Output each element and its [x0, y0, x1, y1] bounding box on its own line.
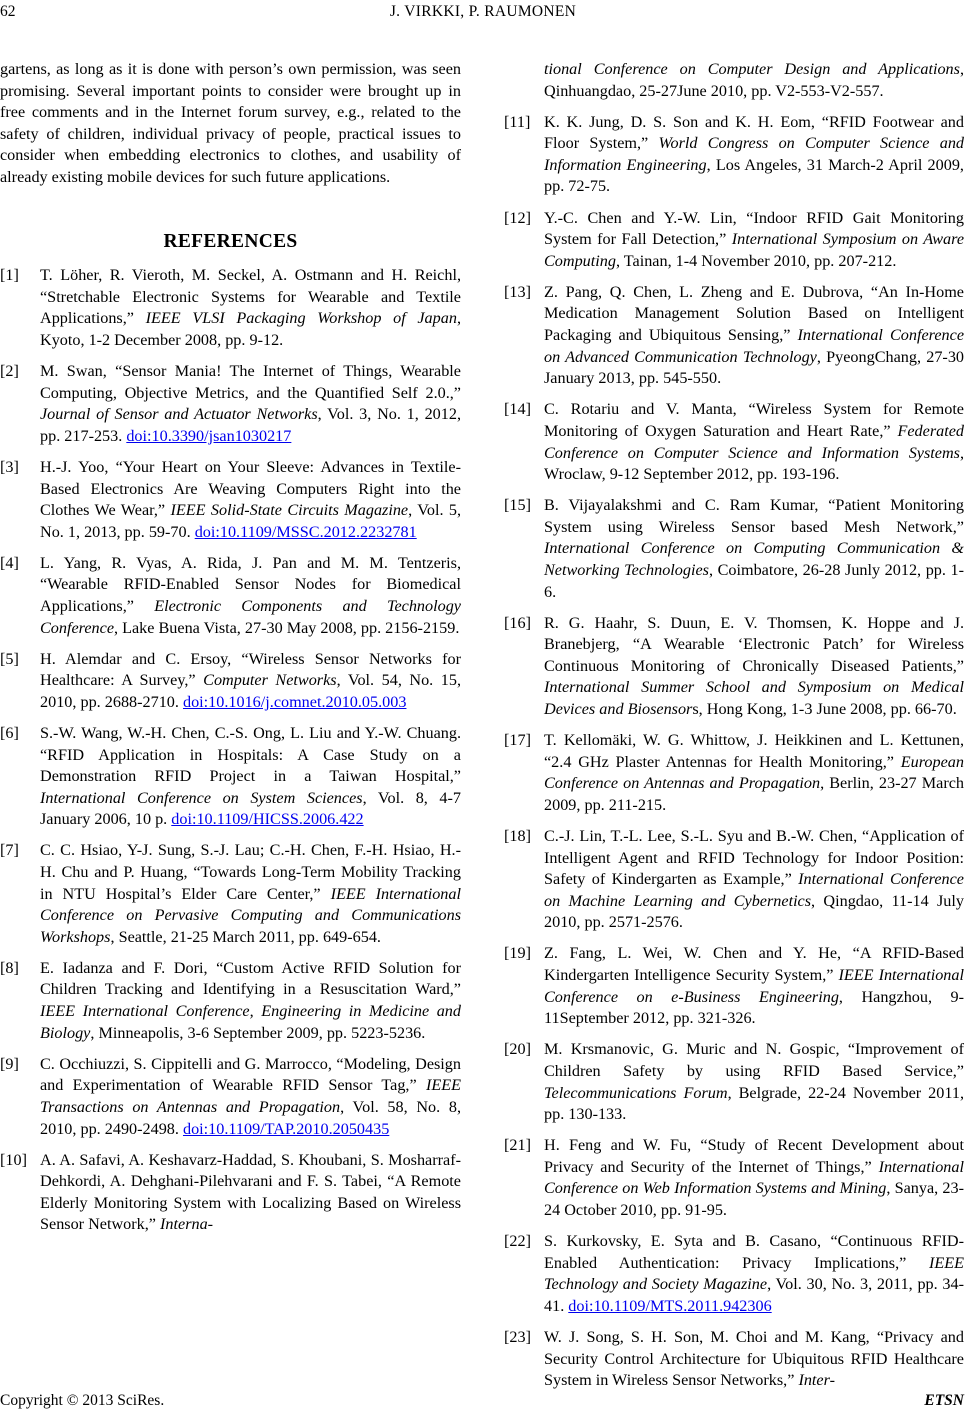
doi-link[interactable]: doi:10.1109/HICSS.2006.422 [171, 810, 364, 829]
reference-venue: International Conference on Computing Communication & Networking Technologies [544, 539, 964, 579]
reference-number: [1] [0, 266, 19, 285]
reference-venue: IEEE International Conference, Engineering in Medicine and Biology [40, 1002, 461, 1042]
footer-copyright: Copyright © 2013 SciRes. [0, 1392, 165, 1409]
reference-10-continuation: tional Conference on Computer Design and Applications, Qinhuangdao, 25-27June 2010, pp. V2-553-V2-557. [544, 60, 964, 100]
reference-item [504, 399, 964, 485]
reference-venue: International Symposium on Aware Computing [544, 230, 964, 270]
reference-venue: Telecommunications Forum [544, 1083, 728, 1102]
reference-venue: Electronic Components and Technology Conference [40, 596, 461, 637]
reference-venue: IEEE Technology and Society Magazine [544, 1253, 964, 1294]
reference-venue: Computer Networks [203, 671, 337, 690]
running-head: J. VIRKKI, P. RAUMONEN [389, 3, 577, 20]
reference-venue: Journal of Sensor and Actuator Networks [40, 405, 318, 424]
reference-item [504, 1135, 964, 1221]
reference-details: , Minneapolis, 3-6 September 2009, pp. 5223-5236. [90, 1023, 426, 1042]
reference-authors-title: R. G. Haahr, S. Duun, E. V. Thomsen, K. Hoppe and J. Branebjerg, “A Wearable ‘Electronic Patch’ for Wireless Continuous Monitoring of Chronically Diseased Patients,” [544, 613, 964, 675]
reference-item [0, 958, 461, 1044]
reference-item [0, 361, 461, 447]
reference-text [544, 943, 964, 1029]
right-column [504, 59, 964, 1401]
reference-details: , Vol. 5, No. 1, 2013, pp. 59-70. [40, 501, 462, 541]
references-list-right [504, 112, 964, 1392]
reference-item [0, 265, 461, 351]
reference-venue: Interna- [160, 1215, 214, 1234]
reference-text [544, 730, 964, 816]
reference-item [0, 457, 461, 543]
reference-item [0, 553, 461, 639]
reference-text [544, 826, 964, 934]
reference-text [40, 958, 461, 1044]
reference-venue: International Conference on Web Information Systems and Mining [544, 1157, 964, 1198]
reference-number: [13] [504, 282, 531, 301]
reference-authors-title: Z. Pang, Q. Chen, L. Zheng and E. Dubrova, “An In-Home Medication Management Solution Based on Intelligent Packaging and Ubiquitous Sensing,” [544, 282, 964, 345]
reference-details: , Wroclaw, 9-12 September 2012, pp. 193-196. [544, 443, 964, 484]
reference-item [0, 1054, 461, 1140]
reference-details: , Lake Buena Vista, 27-30 May 2008, pp. 2156-2159. [114, 618, 460, 637]
doi-link[interactable]: doi:10.3390/jsan1030217 [126, 426, 292, 445]
reference-text [40, 1054, 461, 1140]
reference-item [504, 826, 964, 934]
reference-authors-title: T. Löher, R. Vieroth, M. Seckel, A. Ostmann and H. Reichl, “Stretchable Electronic Systems for Wearable and Textile Applications,” [40, 266, 461, 328]
footer-journal: ETSN [924, 1392, 964, 1409]
reference-item [504, 1327, 964, 1392]
reference-details: , Sanya, 23-24 October 2010, pp. 91-95. [544, 1179, 965, 1219]
reference-text [544, 1135, 964, 1221]
page-number: 62 [0, 3, 16, 20]
reference-authors-title: H.-J. Yoo, “Your Heart on Your Sleeve: Advances in Textile-Based Electronics Are Weaving Computers Right into the Clothes We Wear,” [40, 457, 461, 520]
reference-number: [9] [0, 1054, 19, 1073]
reference-text [544, 1327, 964, 1392]
reference-text [40, 265, 461, 351]
reference-number: [5] [0, 649, 19, 668]
reference-number: [11] [504, 112, 531, 131]
reference-details: , Vol. 3, No. 1, 2012, pp. 217-253. [40, 405, 461, 445]
reference-item [504, 730, 964, 816]
reference-text [544, 1231, 964, 1317]
reference-details: , Coimbatore, 26-28 Junly 2012, pp. 1-6. [544, 560, 964, 601]
references-heading: REFERENCES [163, 230, 298, 252]
left-column [0, 59, 461, 1246]
reference-text [40, 457, 461, 543]
reference-authors-title: C. C. Hsiao, Y-J. Sung, S.-J. Lau; C.-H. Chen, F.-H. Hsiao, H.-H. Chu and P. Huang, “Towards Long-Term Mobility Tracking in NTU Hospital’s Elder Care Center,” [40, 841, 461, 903]
reference-number: [12] [504, 208, 531, 227]
reference-number: [21] [504, 1136, 531, 1155]
reference-authors-title: T. Kellomäki, W. G. Whittow, J. Heikkinen and L. Kettunen, “2.4 GHz Plaster Antennas for Health Monitoring,” [544, 731, 964, 771]
reference-number: [18] [504, 827, 531, 845]
reference-details: , Seattle, 21-25 March 2011, pp. 649-654. [110, 927, 381, 946]
reference-venue: International Conference on Machine Learning and Cybernetics [544, 870, 964, 910]
reference-authors-title: M. Swan, “Sensor Mania! The Internet of Things, Wearable Computing, Objective Metrics, and the Quantified Self 2.0.,” [40, 362, 461, 402]
reference-authors-title: S. Kurkovsky, E. Syta and B. Casano, “Continuous RFID-Enabled Authentication: Privacy Implications,” [544, 1232, 964, 1272]
reference-number: [10] [0, 1150, 27, 1169]
reference-number: [16] [504, 613, 531, 632]
reference-authors-title: A. A. Safavi, A. Keshavarz-Haddad, S. Khoubani, S. Mosharraf-Dehkordi, A. Dehghani-Pilehvarani and F. S. Tabei, “A Remote Elderly Monitoring System with Localizing Based on Wireless Sensor Network,” [40, 1150, 461, 1234]
reference-authors-title: H. Alemdar and C. Ersoy, “Wireless Sensor Networks for Healthcare: A Survey,” [40, 649, 461, 690]
reference-authors-title: B. Vijayalakshmi and C. Ram Kumar, “Patient Monitoring System using Wireless Sensor based Mesh Network,” [544, 496, 964, 536]
reference-details: , Berlin, 23-27 March 2009, pp. 211-215. [544, 774, 964, 814]
reference-number: [8] [0, 958, 19, 977]
reference-authors-title: C.-J. Lin, T.-L. Lee, S.-L. Syu and B.-W. Chen, “Application of Intelligent Agent and RFID Technology for Indoor Position: Safety of Kindergarten as Example,” [544, 827, 964, 889]
reference-authors-title: C. Occhiuzzi, S. Cippitelli and G. Marrocco, “Modeling, Design and Experimentation of Wearable RFID Sensor Tag,” [40, 1054, 461, 1095]
reference-number: [23] [504, 1327, 531, 1346]
reference-item [0, 723, 461, 831]
references-list-left [0, 265, 461, 1236]
reference-details: , Qingdao, 11-14 July 2010, pp. 2571-2576. [544, 891, 964, 932]
reference-number: [17] [504, 731, 531, 750]
reference-venue: European Conference on Antennas and Propagation [544, 752, 964, 793]
doi-link[interactable]: doi:10.1109/MSSC.2012.2232781 [194, 522, 417, 541]
reference-number: [4] [0, 553, 19, 572]
reference-authors-title: M. Krsmanovic, G. Muric and N. Gospic, “Improvement of Children Safety by using RFID Based Service,” [544, 1040, 964, 1080]
reference-item [504, 112, 964, 198]
reference-venue: IEEE Solid-State Circuits Magazine [170, 501, 409, 520]
reference-authors-title: Z. Fang, L. Wei, W. Chen and Y. He, “A RFID-Based Kindergarten Intelligence Security System,” [544, 944, 964, 985]
reference-item [0, 840, 461, 948]
reference-text [544, 208, 964, 273]
reference-item [0, 1150, 461, 1236]
reference-authors-title: L. Yang, R. Vyas, A. Rida, J. Pan and M. M. Tentzeris, “Wearable RFID-Enabled Sensor Nodes for Biomedical Applications,” [40, 553, 461, 615]
reference-venue: Federated Conference on Computer Science and Information Systems [544, 421, 964, 462]
reference-text [40, 553, 461, 639]
reference-number: [20] [504, 1040, 531, 1059]
reference-authors-title: C. Rotariu and V. Manta, “Wireless System for Remote Monitoring of Oxygen Saturation and Heart Rate,” [544, 400, 964, 440]
reference-authors-title: S.-W. Wang, W.-H. Chen, C.-S. Ong, L. Liu and Y.-W. Chuang. “RFID Application in Hospitals: A Case Study on a Demonstration RFID Project in a Taiwan Hospital,” [40, 723, 461, 786]
reference-item [504, 282, 964, 390]
reference-details: , Vol. 8, 4-7 January 2006, 10 p. [40, 788, 461, 829]
reference-details: , Belgrade, 22-24 November 2011, pp. 130-133. [544, 1083, 964, 1124]
reference-text [40, 361, 461, 447]
reference-venue: World Congress on Computer Science and Information Engineering [544, 134, 965, 174]
reference-item [504, 208, 964, 273]
reference-text [544, 399, 964, 485]
reference-text [544, 282, 964, 390]
reference-text [40, 723, 461, 831]
reference-text [40, 1150, 461, 1236]
reference-text [40, 840, 461, 948]
doi-link[interactable]: doi:10.1016/j.comnet.2010.05.003 [182, 692, 407, 711]
reference-authors-title: H. Feng and W. Fu, “Study of Recent Development about Privacy and Security of the Internet of Things,” [544, 1136, 964, 1176]
reference-venue: International Conference on Advanced Communication Technology [544, 326, 964, 366]
doi-link[interactable]: doi:10.1109/TAP.2010.2050435 [182, 1119, 390, 1138]
reference-number: [19] [504, 944, 531, 963]
reference-details: , Vol. 30, No. 3, 2011, pp. 34-41. [544, 1275, 964, 1315]
reference-venue: International Conference on System Sciences [40, 788, 363, 807]
reference-details: , Vol. 54, No. 15, 2010, pp. 2688-2710. [40, 671, 461, 711]
doi-link[interactable]: doi:10.1109/MTS.2011.942306 [568, 1296, 772, 1315]
reference-item [504, 613, 964, 721]
reference-number: [3] [0, 457, 19, 476]
reference-details: , Kyoto, 1-2 December 2008, pp. 9-12. [40, 309, 461, 349]
reference-text [544, 613, 964, 721]
reference-authors-title: W. J. Song, S. H. Son, M. Choi and M. Kang, “Privacy and Security Control Architecture for Ubiquitous RFID Healthcare System in Wireless Sensor Networks,” [544, 1327, 964, 1390]
reference-text [544, 1039, 964, 1125]
reference-item [504, 1231, 964, 1317]
reference-number: [15] [504, 496, 531, 515]
reference-venue: IEEE International Conference on e-Business Engineering [544, 966, 964, 1006]
reference-authors-title: K. K. Jung, D. S. Son and K. H. Eom, “RFID Footwear and Floor System,” [544, 112, 964, 153]
reference-details: , PyeongChang, 27-30 January 2013, pp. 545-550. [544, 347, 965, 388]
reference-venue: Inter- [798, 1371, 835, 1390]
reference-venue: IEEE International Conference on Pervasive Computing and Communications Workshops [40, 884, 461, 946]
reference-item [504, 495, 964, 603]
reference-authors-title: E. Iadanza and F. Dori, “Custom Active RFID Solution for Children Tracking and Identifying in a Resuscitation Ward,” [40, 958, 461, 999]
reference-venue: International Summer School and Symposium on Medical Devices and Biosensor [544, 678, 964, 719]
reference-number: [22] [504, 1232, 531, 1251]
reference-number: [14] [504, 400, 531, 419]
reference-text [544, 495, 964, 603]
reference-number: [2] [0, 362, 19, 381]
reference-details: , Hangzhou, 9-11September 2012, pp. 321-326. [544, 987, 965, 1028]
reference-number: [7] [0, 841, 19, 860]
reference-details: , Los Angeles, 31 March-2 April 2009, pp. 72-75. [544, 155, 964, 196]
reference-item [504, 943, 964, 1029]
reference-details: , Tainan, 1-4 November 2010, pp. 207-212. [615, 251, 897, 270]
reference-authors-title: Y.-C. Chen and Y.-W. Lin, “Indoor RFID Gait Monitoring System for Fall Detection,” [544, 208, 964, 249]
reference-item [0, 649, 461, 714]
reference-details: s, Hong Kong, 1-3 June 2008, pp. 66-70. [692, 700, 957, 719]
reference-venue: IEEE Transactions on Antennas and Propagation [40, 1076, 461, 1116]
reference-text [544, 112, 964, 198]
reference-number: [6] [0, 723, 19, 742]
intro-paragraph: gartens, as long as it is done with person’s own permission, was seen promising. Several important points to consider were brought up in free comments and in the Internet forum survey, e.g., related to the safety of children, individual privacy of people, practical issues to consider when embedding electronics to clothes, and usability of already existing mobile devices for such future applications. [0, 60, 461, 186]
reference-details: , Vol. 58, No. 8, 2010, pp. 2490-2498. [40, 1097, 461, 1138]
reference-venue: IEEE VLSI Packaging Workshop of Japan [145, 309, 457, 328]
reference-item [504, 1039, 964, 1125]
reference-text [40, 649, 461, 714]
